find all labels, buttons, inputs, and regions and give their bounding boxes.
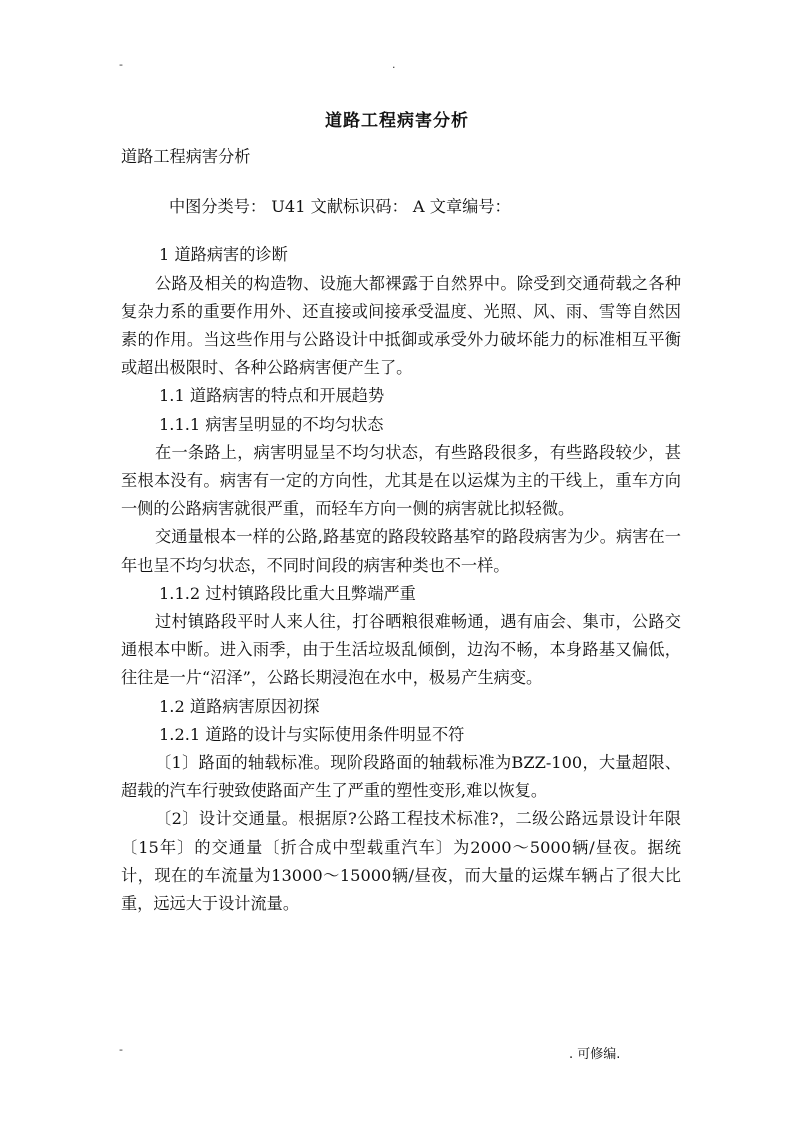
footer-left-mark: -: [119, 1043, 123, 1056]
paragraph-2: 在一条路上，病害明显呈不均匀状态，有些路段很多，有些路段较少，甚至根本没有。病害有一定的方向性，尤其是在以运煤为主的干线上，重车方向一侧的公路病害就很严重，而轻车方向一侧的病害就比拟轻微。: [121, 442, 681, 519]
classification-line: 中图分类号： U41 文献标识码： A 文章编号：: [169, 197, 511, 217]
document-subtitle: 道路工程病害分析: [121, 147, 251, 166]
paragraph-6: 〔2〕设计交通量。根据原?公路工程技术标准?，二级公路远景设计年限〔15年〕的交通量〔折合成中型载重汽车〕为2000～5000辆/昼夜。据统计，现在的车流量为13000～15000辆/昼夜，而大量的运煤车辆占了很大比重，远远大于设计流量。: [121, 809, 681, 914]
paragraph-3: 交通量根本一样的公路,路基宽的路段较路基窄的路段病害为少。病害在一年也呈不均匀状态，不同时间段的病害种类也不一样。: [121, 527, 681, 575]
document-body: [121, 143, 681, 918]
section-heading-1-2-1: 1.2.1 道路的设计与实际使用条件明显不符: [159, 724, 465, 744]
section-heading-1: 1 道路病害的诊断: [159, 245, 288, 265]
footer-editable-note: . 可修编.: [569, 1047, 621, 1062]
header-right-mark: .: [392, 58, 396, 71]
paragraph-5: 〔1〕路面的轴载标准。现阶段路面的轴载标准为BZZ-100，大量超限、超载的汽车行驶致使路面产生了严重的塑性变形,难以恢复。: [121, 753, 681, 801]
section-heading-1-2: 1.2 道路病害原因初探: [159, 696, 320, 716]
section-heading-1-1-2: 1.1.2 过村镇路段比重大且弊端严重: [159, 583, 416, 603]
document-title: 道路工程病害分析: [325, 111, 469, 131]
section-heading-1-1-1: 1.1.1 病害呈明显的不均匀状态: [159, 414, 384, 434]
header-left-mark: -: [119, 58, 123, 71]
section-heading-1-1: 1.1 道路病害的特点和开展趋势: [159, 386, 385, 406]
paragraph-4: 过村镇路段平时人来人往，打谷晒粮很难畅通，遇有庙会、集市，公路交通根本中断。进入雨季，由于生活垃圾乱倾倒，边沟不畅，本身路基又偏低，往往是一片“沼泽”，公路长期浸泡在水中，极易产生病变。: [121, 612, 681, 688]
paragraph-1: 公路及相关的构造物、设施大都裸露于自然界中。除受到交通荷载之各种复杂力系的重要作用外、还直接或间接承受温度、光照、风、雨、雪等自然因素的作用。当这些作用与公路设计中抵御或承受外力破坏能力的标准相互平衡或超出极限时、各种公路病害便产生了。: [121, 273, 681, 378]
